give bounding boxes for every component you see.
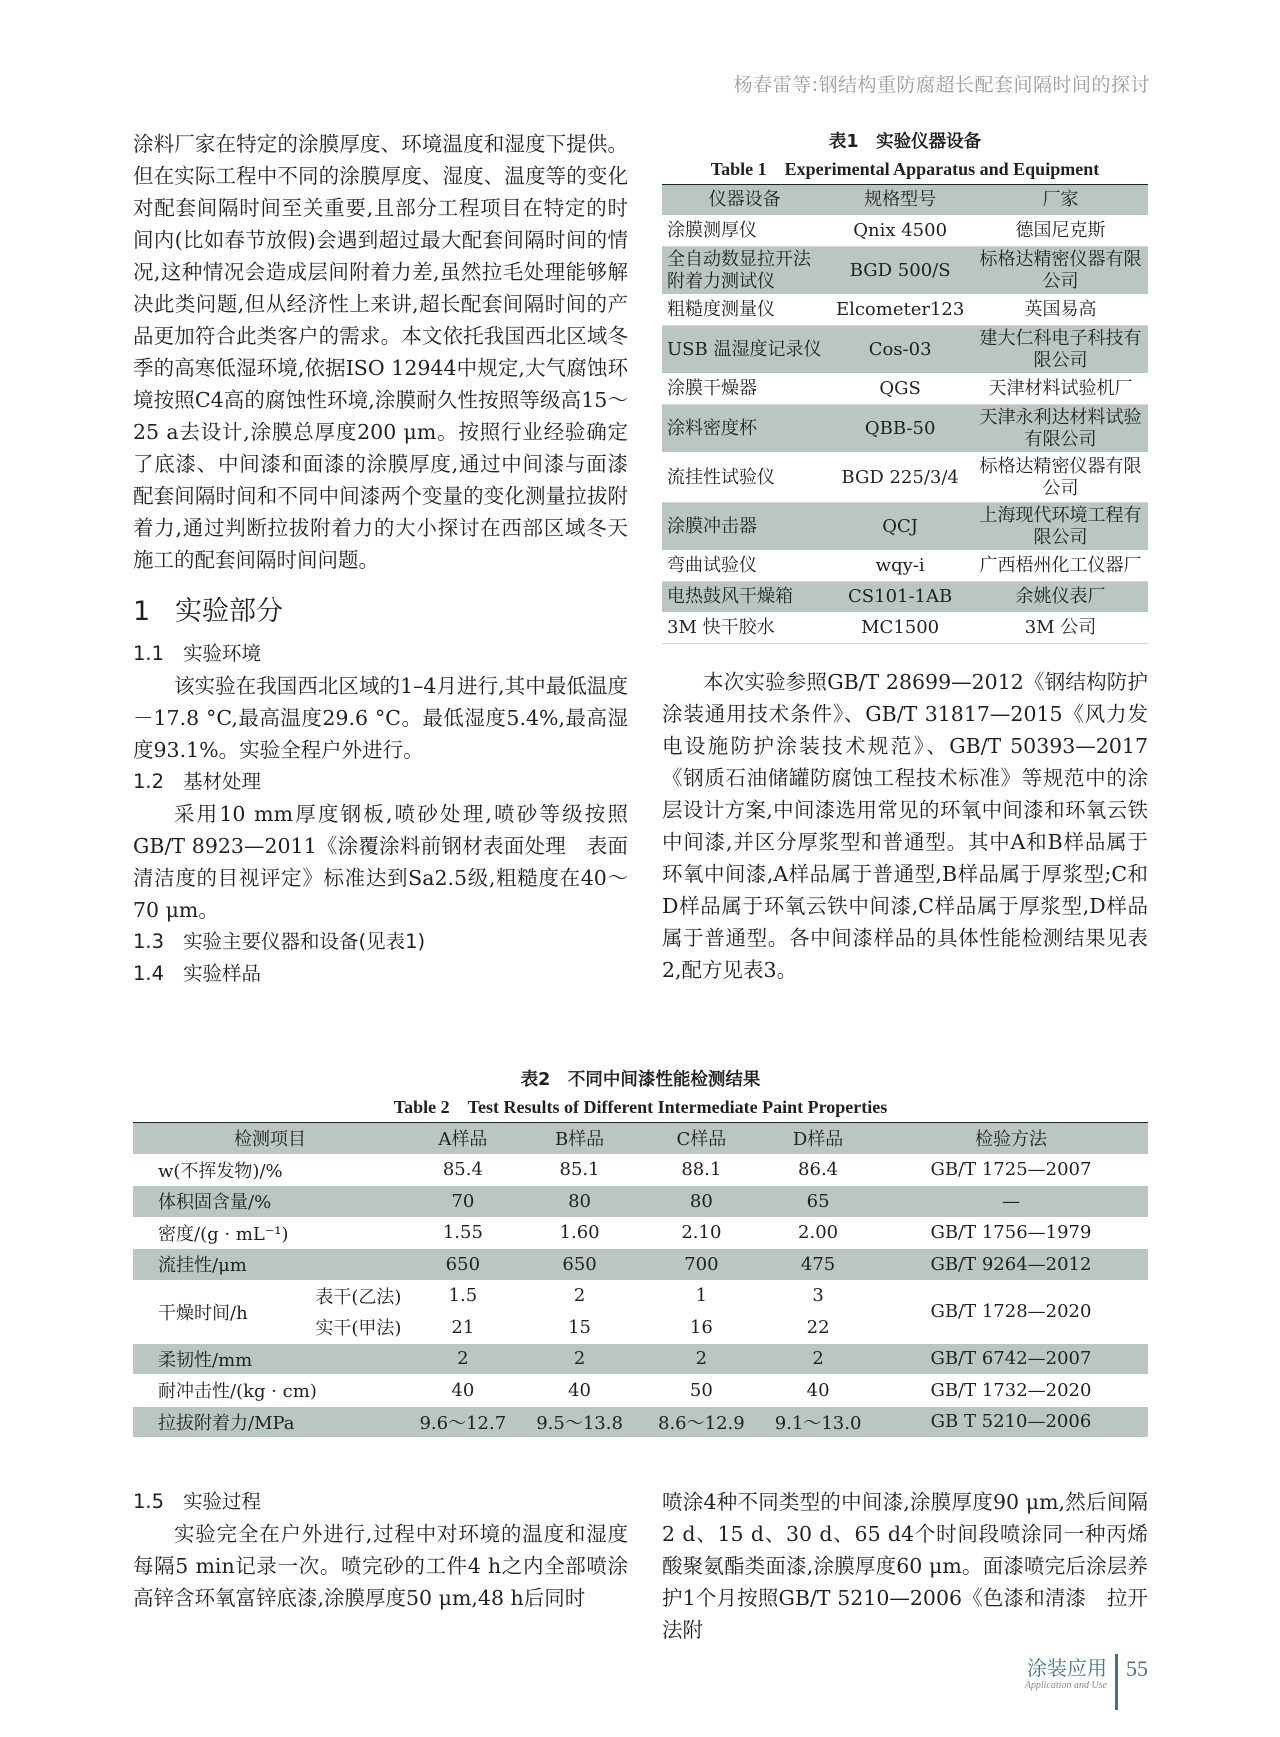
table1-cell: wqy-i xyxy=(827,551,973,582)
page-number: 55 xyxy=(1126,1656,1148,1681)
table1-header-cell: 厂家 xyxy=(973,185,1148,216)
table2-row xyxy=(133,1343,1148,1375)
section-1-1-heading: 1.1 实验环境 xyxy=(133,642,262,665)
table1-cell: 粗糙度测量仪 xyxy=(662,295,827,326)
table2-method-cell: GB/T 1728—2020 xyxy=(874,1280,1148,1343)
table1-cell: 英国易高 xyxy=(973,295,1148,326)
table1-row xyxy=(662,216,1148,247)
table2-subitem-cell: 实干(甲法) xyxy=(295,1312,407,1344)
table2-cell: 85.4 xyxy=(407,1154,519,1186)
right-column xyxy=(662,128,1148,986)
table1-row xyxy=(662,326,1148,374)
table1-cell: 涂膜冲击器 xyxy=(662,503,827,551)
table2-cell: 50 xyxy=(640,1375,762,1407)
table1-row xyxy=(662,295,1148,326)
section-1-2-paragraph: 采用10 mm厚度钢板,喷砂处理,喷砂等级按照GB/T 8923—2011《涂覆涂料前钢材表面处理 表面清洁度的目视评定》标准达到Sa2.5级,粗糙度在40～70 μm。 xyxy=(133,802,628,922)
table2-cell: 2 xyxy=(407,1343,519,1375)
table1-cell: BGD 500/S xyxy=(827,247,973,295)
table1-row xyxy=(662,405,1148,453)
table2-cell: 2 xyxy=(762,1343,874,1375)
table2-header-cell: D样品 xyxy=(762,1123,874,1155)
table2-cell: 2.00 xyxy=(762,1217,874,1249)
bottom-left-column xyxy=(133,1486,628,1614)
table1-header-cell: 规格型号 xyxy=(827,185,973,216)
table2-cell: 21 xyxy=(407,1312,519,1344)
table2-cell: 1 xyxy=(640,1280,762,1312)
journal-name-en: Application and Use xyxy=(1024,1680,1107,1691)
table2-method-cell: GB T 5210—2006 xyxy=(874,1406,1148,1438)
table1-row xyxy=(662,503,1148,551)
table2-header-cell: A样品 xyxy=(407,1123,519,1155)
table2-cell: 80 xyxy=(640,1186,762,1218)
journal-name xyxy=(1025,1654,1115,1710)
section-1-1-paragraph: 该实验在我国西北区域的1–4月进行,其中最低温度－17.8 °C,最高温度29.6 °C。最低湿度5.4%,最高湿度93.1%。实验全程户外进行。 xyxy=(133,674,628,762)
table2-cell: 2.10 xyxy=(640,1217,762,1249)
table1-cell: 涂料密度杯 xyxy=(662,405,827,453)
section-1-4-heading: 1.4 实验样品 xyxy=(133,962,262,985)
table2-item-cell: 柔韧性/mm xyxy=(133,1343,407,1375)
table1-header-row xyxy=(662,185,1148,216)
table2-item-cell: 干燥时间/h xyxy=(133,1280,295,1343)
table2-header-cell: 检测项目 xyxy=(133,1123,407,1155)
table1-cell: USB 温湿度记录仪 xyxy=(662,326,827,374)
table2-caption-en: Table 2 Test Results of Different Intermediate Paint Properties xyxy=(393,1097,888,1117)
table2-row xyxy=(133,1375,1148,1407)
table2-cell: 2 xyxy=(519,1280,641,1312)
table1-cell: CS101-1AB xyxy=(827,582,973,613)
reference-paragraph: 本次实验参照GB/T 28699—2012《钢结构防护涂装通用技术条件》、GB/T 31817—2015《风力发电设施防护涂装技术规范》、GB/T 50393—2017《钢质石油储罐防腐蚀工程技术标准》等规范中的涂层设计方案,中间漆选用常见的环氧中间漆和环氧云铁中间漆,并区分厚浆型和普通型。其中A和B样品属于环氧中间漆,A样品属于普通型,B样品属于厚浆型;C和D样品属于环氧云铁中间漆,C样品属于厚浆型,D样品属于普通型。各中间漆样品的具体性能检测结果见表2,配方见表3。 xyxy=(662,670,1148,982)
table1-cell: Cos-03 xyxy=(827,326,973,374)
running-header: 杨春雷等:钢结构重防腐超长配套间隔时间的探讨 xyxy=(733,74,1150,96)
table2-cell: 22 xyxy=(762,1312,874,1344)
table2-cell: 16 xyxy=(640,1312,762,1344)
table2-cell: 85.1 xyxy=(519,1154,641,1186)
table1-cell: 天津永利达材料试验有限公司 xyxy=(973,405,1148,453)
table2-cell: 86.4 xyxy=(762,1154,874,1186)
section-1-5-paragraph-b: 喷涂4种不同类型的中间漆,涂膜厚度90 μm,然后间隔2 d、15 d、30 d、65 d4个时间段喷涂同一种丙烯酸聚氨酯类面漆,涂膜厚度60 μm。面漆喷完后涂层养护1个月按照GB/T 5210—2006《色漆和清漆 拉开法附 xyxy=(662,1490,1148,1642)
bottom-right-column xyxy=(662,1486,1148,1646)
table2-method-cell: GB/T 1756—1979 xyxy=(874,1217,1148,1249)
table1-cell: 标格达精密仪器有限公司 xyxy=(973,453,1148,503)
table2-cell: 1.55 xyxy=(407,1217,519,1249)
table2-cell: 40 xyxy=(407,1375,519,1407)
table2-cell: 650 xyxy=(407,1249,519,1281)
table1-caption-en: Table 1 Experimental Apparatus and Equipment xyxy=(710,159,1100,179)
table1-cell: Elcometer123 xyxy=(827,295,973,326)
table1-cell: 涂膜干燥器 xyxy=(662,374,827,405)
table1-cell: 3M 快干胶水 xyxy=(662,613,827,644)
table2-row xyxy=(133,1406,1148,1438)
table2-properties xyxy=(133,1122,1148,1438)
table2-item-cell: 耐冲击性/(kg · cm) xyxy=(133,1375,407,1407)
table2-cell: 3 xyxy=(762,1280,874,1312)
table2-cell: 80 xyxy=(519,1186,641,1218)
table1-row xyxy=(662,247,1148,295)
table2-row xyxy=(133,1217,1148,1249)
table2-cell: 1.5 xyxy=(407,1280,519,1312)
table1-cell: 上海现代环境工程有限公司 xyxy=(973,503,1148,551)
table2-cell: 2 xyxy=(640,1343,762,1375)
table2-block xyxy=(133,1066,1148,1438)
table2-cell: 9.1～13.0 xyxy=(762,1406,874,1438)
table2-row xyxy=(133,1186,1148,1218)
table1-cell: QCJ xyxy=(827,503,973,551)
table2-cell: 40 xyxy=(519,1375,641,1407)
table2-row xyxy=(133,1280,1148,1312)
table1-cell: BGD 225/3/4 xyxy=(827,453,973,503)
table2-cell: 9.5～13.8 xyxy=(519,1406,641,1438)
page-footer xyxy=(1025,1654,1148,1710)
table2-cell: 650 xyxy=(519,1249,641,1281)
table2-cell: 65 xyxy=(762,1186,874,1218)
table2-header-row xyxy=(133,1123,1148,1155)
table1-row xyxy=(662,374,1148,405)
table1-cell: 3M 公司 xyxy=(973,613,1148,644)
table1-cell: MC1500 xyxy=(827,613,973,644)
table2-method-cell: GB/T 1725—2007 xyxy=(874,1154,1148,1186)
table1-equipment xyxy=(662,184,1148,644)
table2-row xyxy=(133,1154,1148,1186)
table2-cell: 2 xyxy=(519,1343,641,1375)
section-1-5-heading: 1.5 实验过程 xyxy=(133,1490,262,1513)
journal-name-cn: 涂装应用 xyxy=(1027,1656,1107,1680)
table2-caption-cn: 表2 不同中间漆性能检测结果 xyxy=(520,1070,761,1090)
table2-cell: 475 xyxy=(762,1249,874,1281)
table2-cell: 88.1 xyxy=(640,1154,762,1186)
section-1-heading: 1 实验部分 xyxy=(133,596,283,627)
table1-row xyxy=(662,613,1148,644)
table2-header-cell: B样品 xyxy=(519,1123,641,1155)
table2-item-cell: 密度/(g · mL⁻¹) xyxy=(133,1217,407,1249)
table1-row xyxy=(662,453,1148,503)
table2-item-cell: 拉拔附着力/MPa xyxy=(133,1406,407,1438)
table2-method-cell: GB/T 9264—2012 xyxy=(874,1249,1148,1281)
table2-item-cell: 流挂性/μm xyxy=(133,1249,407,1281)
left-column xyxy=(133,128,628,990)
table2-method-cell: GB/T 1732—2020 xyxy=(874,1375,1148,1407)
table1-row xyxy=(662,551,1148,582)
table2-method-cell: — xyxy=(874,1186,1148,1218)
table1-row xyxy=(662,582,1148,613)
table2-cell: 9.6～12.7 xyxy=(407,1406,519,1438)
table2-cell: 1.60 xyxy=(519,1217,641,1249)
table1-cell: 标格达精密仪器有限公司 xyxy=(973,247,1148,295)
table2-cell: 70 xyxy=(407,1186,519,1218)
table1-cell: 流挂性试验仪 xyxy=(662,453,827,503)
table1-caption-cn: 表1 实验仪器设备 xyxy=(828,132,982,152)
section-1-3-heading: 1.3 实验主要仪器和设备(见表1) xyxy=(133,930,426,953)
table1-header-cell: 仪器设备 xyxy=(662,185,827,216)
table2-method-cell: GB/T 6742—2007 xyxy=(874,1343,1148,1375)
intro-paragraph: 涂料厂家在特定的涂膜厚度、环境温度和湿度下提供。但在实际工程中不同的涂膜厚度、湿度、温度等的变化对配套间隔时间至关重要,且部分工程项目在特定的时间内(比如春节放假)会遇到超过最大配套间隔时间的情况,这种情况会造成层间附着力差,虽然拉毛处理能够解决此类问题,但从经济性上来讲,超长配套间隔时间的产品更加符合此类客户的需求。本文依托我国西北区域冬季的高寒低湿环境,依据ISO 12944中规定,大气腐蚀环境按照C4高的腐蚀性环境,涂膜耐久性按照等级高15～25 a去设计,涂膜总厚度200 μm。按照行业经验确定了底漆、中间漆和面漆的涂膜厚度,通过中间漆与面漆配套间隔时间和不同中间漆两个变量的变化测量拉拔附着力,通过判断拉拔附着力的大小探讨在西部区域冬天施工的配套间隔时间问题。 xyxy=(133,132,628,572)
table1-cell: 余姚仪表厂 xyxy=(973,582,1148,613)
table1-cell: 广西梧州化工仪器厂 xyxy=(973,551,1148,582)
table2-header-cell: C样品 xyxy=(640,1123,762,1155)
table1-cell: 电热鼓风干燥箱 xyxy=(662,582,827,613)
table1-cell: QGS xyxy=(827,374,973,405)
table2-cell: 40 xyxy=(762,1375,874,1407)
section-1-5-paragraph-a: 实验完全在户外进行,过程中对环境的温度和湿度每隔5 min记录一次。喷完砂的工件4 h之内全部喷涂高锌含环氧富锌底漆,涂膜厚度50 μm,48 h后同时 xyxy=(133,1522,628,1610)
table1-cell: 全自动数显拉开法附着力测试仪 xyxy=(662,247,827,295)
table1-cell: 德国尼克斯 xyxy=(973,216,1148,247)
section-1-2-heading: 1.2 基材处理 xyxy=(133,770,262,793)
table1-cell: Qnix 4500 xyxy=(827,216,973,247)
table1-cell: 涂膜测厚仪 xyxy=(662,216,827,247)
table1-cell: 天津材料试验机厂 xyxy=(973,374,1148,405)
table1-cell: QBB-50 xyxy=(827,405,973,453)
table2-cell: 15 xyxy=(519,1312,641,1344)
table2-item-cell: w(不挥发物)/% xyxy=(133,1154,407,1186)
table2-row xyxy=(133,1249,1148,1281)
table2-header-cell: 检验方法 xyxy=(874,1123,1148,1155)
table2-cell: 700 xyxy=(640,1249,762,1281)
table2-cell: 8.6～12.9 xyxy=(640,1406,762,1438)
table2-item-cell: 体积固含量/% xyxy=(133,1186,407,1218)
table2-subitem-cell: 表干(乙法) xyxy=(295,1280,407,1312)
table1-cell: 弯曲试验仪 xyxy=(662,551,827,582)
table1-cell: 建大仁科电子科技有限公司 xyxy=(973,326,1148,374)
